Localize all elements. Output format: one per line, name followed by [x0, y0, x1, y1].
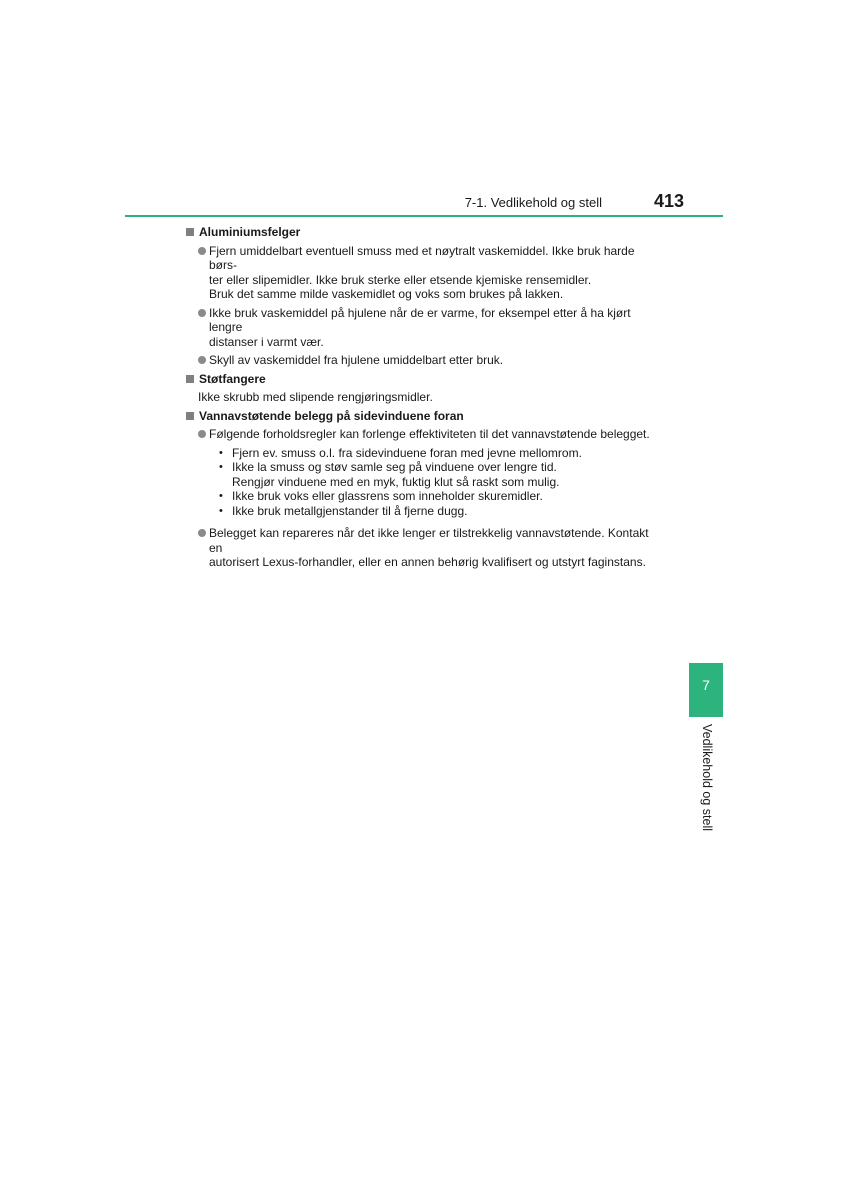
text-line: distanser i varmt vær. [209, 334, 324, 349]
text-line: Fjern umiddelbart eventuell smuss med et nøytralt vaskemiddel. Ikke bruk harde børs- [209, 243, 635, 272]
text-line: Ikke bruk vaskemiddel på hjulene når de er varme, for eksempel etter å ha kjørt lengre [209, 305, 631, 334]
section-heading [184, 409, 664, 424]
list-item [198, 244, 664, 302]
section-heading [184, 372, 664, 387]
small-dot-icon: • [219, 461, 223, 473]
sub-list [219, 446, 664, 519]
small-dot-icon: • [219, 446, 223, 459]
header-rule [125, 215, 723, 217]
chapter-tab-label: Vedlikehold og stell [700, 724, 714, 832]
sub-list-item [219, 504, 664, 519]
section-heading-text: Aluminiumsfelger [199, 225, 301, 239]
sub-list-item [219, 446, 664, 461]
bullet-list [184, 244, 664, 368]
text-line: autorisert Lexus-forhandler, eller en annen behørig kvalifisert og utstyrt faginstans. [209, 555, 646, 569]
chapter-tab: 7 [689, 663, 723, 717]
text-line: Ikke bruk metallgjenstander til å fjerne dugg. [232, 503, 468, 518]
text-line: Skyll av vaskemiddel fra hjulene umiddelbart etter bruk. [209, 353, 504, 367]
text-line: Følgende forholdsregler kan forlenge effektiviteten til det vannavstøtende belegget. [209, 427, 650, 441]
section-paragraph: Ikke skrubb med slipende rengjøringsmidler. [198, 390, 433, 404]
page-content [184, 225, 664, 574]
page-number: 413 [653, 191, 684, 211]
square-bullet-icon [186, 375, 194, 383]
circle-bullet-icon [198, 529, 206, 537]
text-line: ter eller slipemidler. Ikke bruk sterke eller etsende kjemiske rensemidler. [209, 272, 592, 287]
circle-bullet-icon [198, 430, 206, 438]
list-item [198, 427, 664, 522]
running-header-title: 7-1. Vedlikehold og stell [464, 195, 602, 210]
list-item [198, 353, 664, 368]
section-heading-text: Støtfangere [199, 371, 266, 386]
text-line: Fjern ev. smuss o.l. fra sidevinduene foran med jevne mellomrom. [232, 445, 582, 460]
section-heading-text: Vannavstøtende belegg på sidevinduene foran [199, 408, 464, 423]
square-bullet-icon [186, 412, 194, 420]
square-bullet-icon [186, 228, 194, 236]
sub-list-item [219, 489, 664, 504]
section-stotfangere [184, 372, 664, 405]
text-line: Ikke la smuss og støv samle seg på vinduene over lengre tid. [232, 460, 557, 474]
list-item [198, 306, 664, 350]
bullet-list [184, 427, 664, 570]
list-item [198, 526, 664, 570]
circle-bullet-icon [198, 356, 206, 364]
circle-bullet-icon [198, 309, 206, 317]
section-aluminiumsfelger [184, 225, 664, 368]
section-heading [184, 225, 664, 240]
text-line: Rengjør vinduene med en myk, fuktig klut så raskt som mulig. [232, 474, 560, 489]
circle-bullet-icon [198, 247, 206, 255]
section-vannavstotende-belegg [184, 409, 664, 570]
small-dot-icon: • [219, 504, 223, 517]
text-line: Belegget kan repareres når det ikke lenger er tilstrekkelig vannavstøtende. Kontakt en [209, 526, 649, 555]
text-line: Ikke bruk voks eller glassrens som inneholder skuremidler. [232, 489, 543, 503]
sub-list-item [219, 460, 664, 489]
small-dot-icon: • [219, 490, 223, 502]
text-line: Bruk det samme milde vaskemidlet og voks som brukes på lakken. [209, 287, 564, 301]
